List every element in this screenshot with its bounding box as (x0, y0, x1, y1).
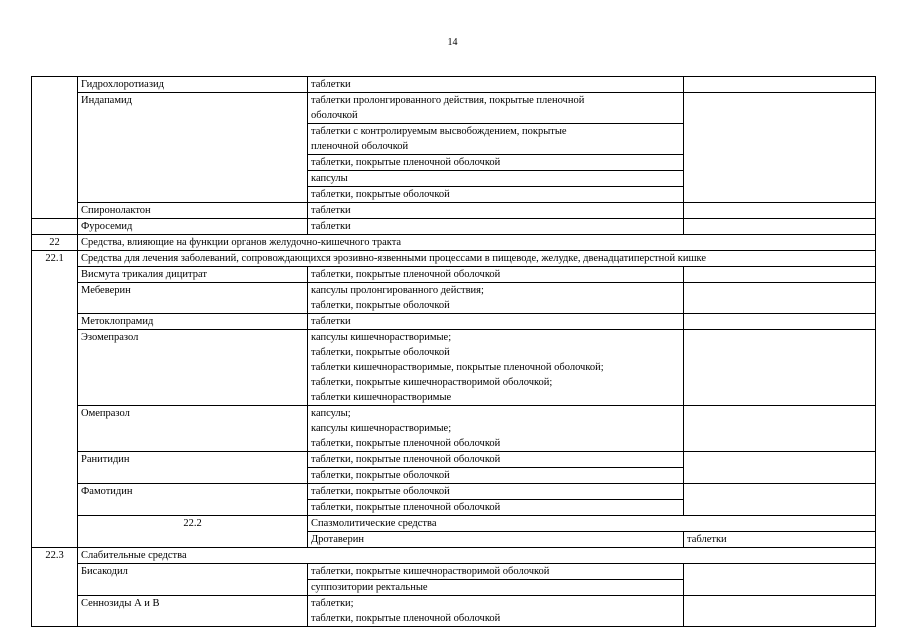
empty-cell (684, 484, 876, 516)
empty-cell (684, 564, 876, 596)
dosage-form-cell: таблетки (308, 203, 684, 219)
dosage-form-cell: таблетки, покрытые кишечнорастворимой оболочкой (308, 564, 684, 580)
group-title-cell: Средства для лечения заболеваний, сопровождающихся эрозивно-язвенными процессами в пищеводе, желудке, двенадцатиперстной кишке (78, 251, 876, 267)
group-code-cell: 22.2 (78, 516, 308, 548)
dosage-form-cell: таблетки (308, 314, 684, 330)
dosage-form-cell: таблетки пролонгированного действия, покрытые пленочной оболочкой (308, 93, 684, 124)
drug-name-cell: Фамотидин (78, 484, 308, 516)
group-code-cell: 22.1 (32, 251, 78, 548)
group-title-cell: Слабительные средства (78, 548, 876, 564)
empty-cell (684, 314, 876, 330)
table-row (32, 77, 876, 93)
table-row (32, 314, 876, 330)
table-row (32, 406, 876, 452)
drug-name-cell: Индапамид (78, 93, 308, 203)
drug-name-cell: Метоклопрамид (78, 314, 308, 330)
drug-name-cell: Эзомепразол (78, 330, 308, 406)
empty-cell (684, 283, 876, 314)
drug-name-cell: Фуросемид (78, 219, 308, 235)
dosage-form-cell: капсулы пролонгированного действия; таблетки, покрытые оболочкой (308, 283, 684, 314)
group-title-cell: Спазмолитические средства (308, 516, 876, 532)
drug-name-cell: Гидрохлоротиазид (78, 77, 308, 93)
table-row (32, 251, 876, 267)
dosage-form-cell: капсулы (308, 171, 684, 187)
table-row (32, 516, 876, 532)
table-row (32, 484, 876, 500)
drug-list-table (31, 76, 876, 627)
dosage-form-cell: таблетки с контролируемым высвобождением, покрытые пленочной оболочкой (308, 124, 684, 155)
dosage-form-cell: капсулы кишечнорастворимые; таблетки, покрытые оболочкой таблетки кишечнорастворимые, покрытые пленочной оболочкой; таблетки, покрытые кишечнорастворимой оболочкой; таблетки кишечнорастворимые (308, 330, 684, 406)
empty-cell (684, 452, 876, 484)
drug-name-cell: Сеннозиды А и В (78, 596, 308, 627)
table-row (32, 564, 876, 580)
table-row (32, 93, 876, 124)
empty-cell (684, 93, 876, 203)
table-row (32, 203, 876, 219)
table-row (32, 330, 876, 406)
drug-name-cell: Ранитидин (78, 452, 308, 484)
drug-name-cell: Спиронолактон (78, 203, 308, 219)
code-cell (32, 77, 78, 219)
drug-name-cell: Бисакодил (78, 564, 308, 596)
dosage-form-cell: суппозитории ректальные (308, 580, 684, 596)
empty-cell (684, 219, 876, 235)
dosage-form-cell: таблетки (308, 219, 684, 235)
code-cell (32, 219, 78, 235)
dosage-form-cell: таблетки (684, 532, 876, 548)
table-row (32, 596, 876, 627)
dosage-form-cell: таблетки, покрытые оболочкой (308, 468, 684, 484)
dosage-form-cell: таблетки, покрытые пленочной оболочкой (308, 452, 684, 468)
page-number: 14 (447, 37, 458, 48)
dosage-form-cell: таблетки, покрытые пленочной оболочкой (308, 267, 684, 283)
empty-cell (684, 330, 876, 406)
table-row (32, 267, 876, 283)
drug-name-cell: Висмута трикалия дицитрат (78, 267, 308, 283)
dosage-form-cell: капсулы; капсулы кишечнорастворимые; таблетки, покрытые пленочной оболочкой (308, 406, 684, 452)
empty-cell (684, 203, 876, 219)
table-row (32, 235, 876, 251)
dosage-form-cell: таблетки, покрытые пленочной оболочкой (308, 500, 684, 516)
table-row (32, 548, 876, 564)
table-row (32, 283, 876, 314)
empty-cell (684, 77, 876, 93)
group-title-cell: Средства, влияющие на функции органов желудочно-кишечного тракта (78, 235, 876, 251)
dosage-form-cell: таблетки, покрытые пленочной оболочкой (308, 155, 684, 171)
empty-cell (684, 596, 876, 627)
dosage-form-cell: таблетки; таблетки, покрытые пленочной оболочкой (308, 596, 684, 627)
empty-cell (684, 406, 876, 452)
drug-name-cell: Омепразол (78, 406, 308, 452)
drug-name-cell: Дротаверин (308, 532, 684, 548)
table-row (32, 219, 876, 235)
table-row (32, 452, 876, 468)
group-code-cell: 22 (32, 235, 78, 251)
dosage-form-cell: таблетки (308, 77, 684, 93)
drug-name-cell: Мебеверин (78, 283, 308, 314)
group-code-cell: 22.3 (32, 548, 78, 627)
dosage-form-cell: таблетки, покрытые оболочкой (308, 187, 684, 203)
dosage-form-cell: таблетки, покрытые оболочкой (308, 484, 684, 500)
empty-cell (684, 267, 876, 283)
